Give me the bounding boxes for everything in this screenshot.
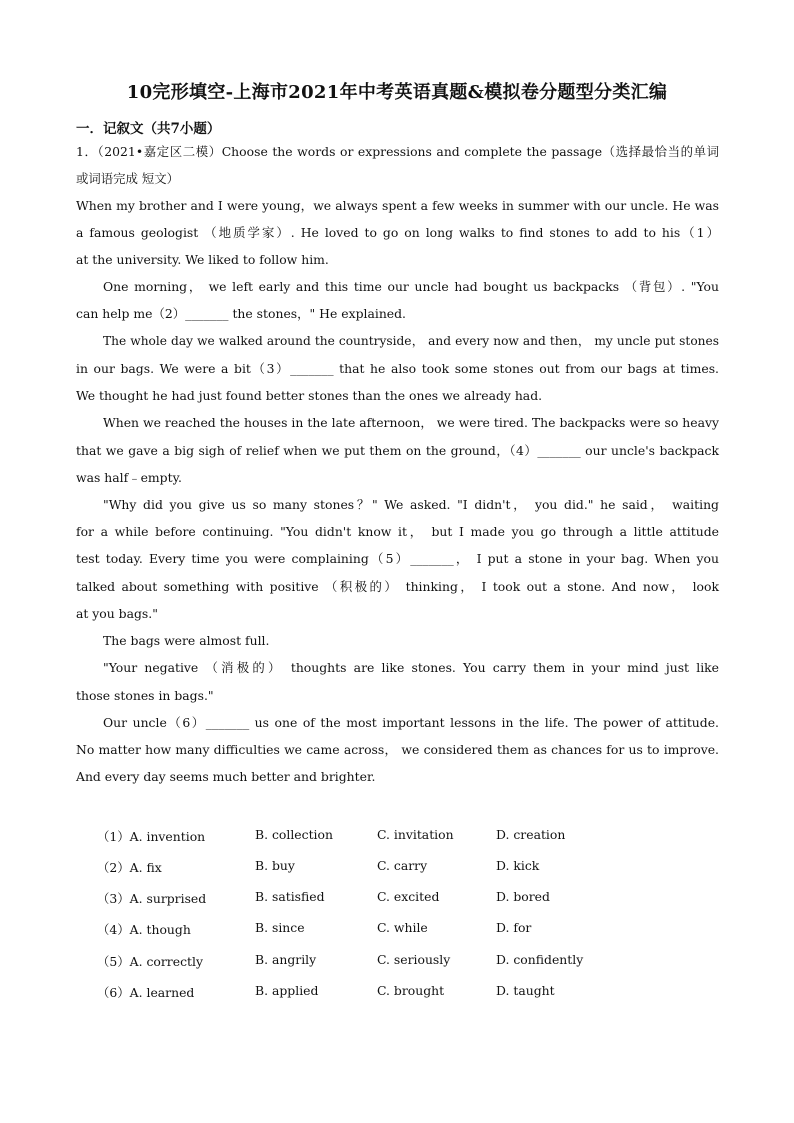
option-b: B. collection [255,827,333,842]
document-title: 10完形填空-上海市2021年中考英语真题&模拟卷分题型分类汇编 [126,82,668,103]
option-d: D. kick [496,858,540,873]
passage-line: Our uncle（6）_______ us one of the most important lessons in the life. The power of attitude. [103,715,719,730]
passage-line: One morning， we left early and this time our uncle had bought us backpacks （背包）. "You [103,279,719,294]
passage-line: a famous geologist （地质学家）. He loved to go on long walks to find stones to add to his（1） [76,225,719,240]
option-a: （2）A. fix [97,860,162,875]
passage-line: can help me（2）_______ the stones，" He explained. [76,306,406,321]
passage-line: "Your negative （消极的） thoughts are like stones. You carry them in your mind just like [103,660,719,675]
option-a: （1）A. invention [97,829,206,844]
passage-line: for a while before continuing. "You didn't know it， but I made you go through a little attitude [76,524,719,539]
passage-line: And every day seems much better and brighter. [76,769,376,784]
passage-line: When we reached the houses in the late afternoon， we were tired. The backpacks were so heavy [103,415,719,430]
option-a: （6）A. learned [97,985,195,1000]
option-d: D. for [496,920,532,935]
passage-line: The whole day we walked around the countryside， and every now and then， my uncle put stones [103,334,719,348]
option-a: （5）A. correctly [97,954,203,969]
option-b: B. satisfied [255,889,325,904]
passage-line: at the university. We liked to follow him. [76,252,329,267]
option-c: C. excited [377,889,440,904]
passage-line: those stones in bags." [76,688,214,703]
section-heading: 一．记叙文（共7小题） [76,121,221,137]
option-d: D. creation [496,827,566,842]
question-intro-line: 或词语完成 短文） [76,171,180,186]
option-c: C. seriously [377,952,451,967]
option-b: B. applied [255,983,319,998]
option-b: B. since [255,920,305,935]
option-d: D. bored [496,889,550,904]
question-intro-line: 1．（2021•嘉定区二模）Choose the words or expressions and complete the passage（选择最恰当的单词 [76,144,719,159]
passage-line: The bags were almost full. [103,633,270,648]
passage-line: When my brother and I were young，we always spent a few weeks in summer with our uncle. He was [76,198,719,213]
passage-line: test today. Every time you were complaining（5）_______， I put a stone in your bag. When you [76,551,719,566]
option-c: C. brought [377,983,445,998]
passage-line: at you bags." [76,606,158,621]
option-a: （4）A. though [97,922,191,937]
passage-line: We thought he had just found better stones than the ones we already had. [76,388,543,403]
option-b: B. buy [255,858,295,873]
option-a: （3）A. surprised [97,891,207,906]
passage-line: talked about something with positive （积极的） thinking， I took out a stone. And now， look [76,579,719,594]
passage-line: No matter how many difficulties we came across， we considered them as chances for us to improve. [76,742,719,757]
passage-line: in our bags. We were a bit（3）_______ that he also took some stones out from our bags at times. [76,361,719,376]
passage-line: was half﹣empty. [76,470,182,485]
option-d: D. taught [496,983,555,998]
passage-line: "Why did you give us so many stones？" We asked. "I didn't， you did." he said， waiting [103,497,719,512]
passage-line: that we gave a big sigh of relief when we put them on the ground，（4）_______ our uncle's backpack [76,443,719,458]
option-d: D. confidently [496,952,584,967]
option-c: C. carry [377,858,428,873]
option-c: C. while [377,920,428,935]
option-b: B. angrily [255,952,317,967]
option-c: C. invitation [377,827,454,842]
